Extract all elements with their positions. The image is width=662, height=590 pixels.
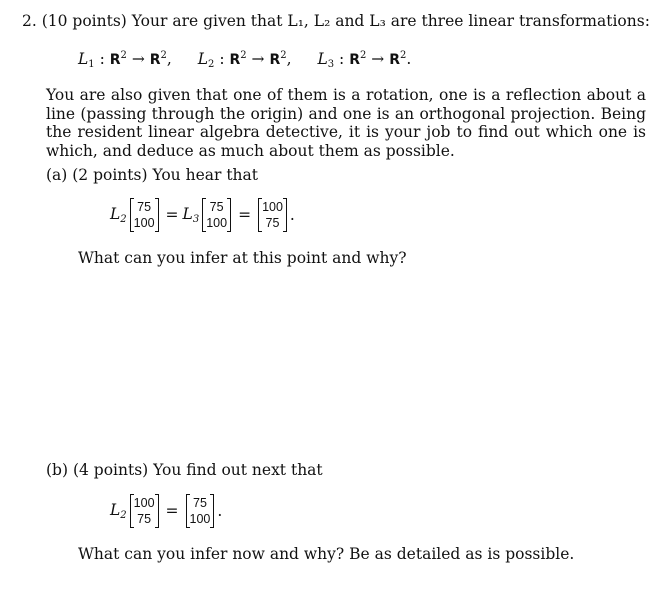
part-a-header: [46, 166, 258, 185]
problem-header: [22, 12, 650, 31]
vector-a2: 75 100: [202, 198, 231, 232]
problem-points: (10 points): [41, 12, 127, 30]
operator-l2: $L_2$: [110, 501, 127, 521]
part-b-label: (b) (4 points): [46, 461, 149, 479]
part-a-label: (a) (2 points): [46, 166, 148, 184]
transformations-line: [78, 46, 411, 74]
part-b-header: [46, 461, 323, 480]
equation-end: .: [289, 206, 295, 224]
problem-paragraph: You are also given that one of them is a rotation, one is a reflection about a line (passing through the origin) and one is an orthogonal projection. Being the resident linear algebra detective, it is your job to find out which one is which, and deduce as much about them as possible.: [46, 86, 646, 160]
map-l1: $L_1$ : $R^2 \to R^2$,: [78, 50, 172, 70]
vector-a1: 75 100: [130, 198, 159, 232]
equals-sign: =: [238, 206, 252, 224]
part-a-text: You hear that: [152, 166, 259, 184]
equals-sign: =: [165, 206, 179, 224]
part-b-text: You find out next that: [153, 461, 323, 479]
part-a-equation: [110, 198, 295, 232]
part-a-question: What can you infer at this point and why?: [78, 249, 407, 267]
map-l3: $L_3$ : $R^2 \to R^2$.: [317, 50, 412, 70]
vector-a3: 100 75: [258, 198, 287, 232]
vector-b2: 75 100: [186, 494, 215, 528]
problem-intro: Your are given that L₁, L₂ and L₃ are three linear transformations:: [131, 12, 650, 30]
vector-b1: 100 75: [130, 494, 159, 528]
operator-l3: $L_3$: [182, 205, 200, 225]
problem-number: 2.: [22, 12, 37, 30]
equation-end: .: [217, 502, 223, 520]
part-b-question: What can you infer now and why? Be as detailed as is possible.: [78, 545, 575, 563]
map-l2: $L_2$ : $R^2 \to R^2$,: [197, 50, 292, 70]
equals-sign: =: [165, 502, 179, 520]
operator-l2: $L_2$: [110, 205, 127, 225]
part-b-equation: [110, 494, 222, 528]
